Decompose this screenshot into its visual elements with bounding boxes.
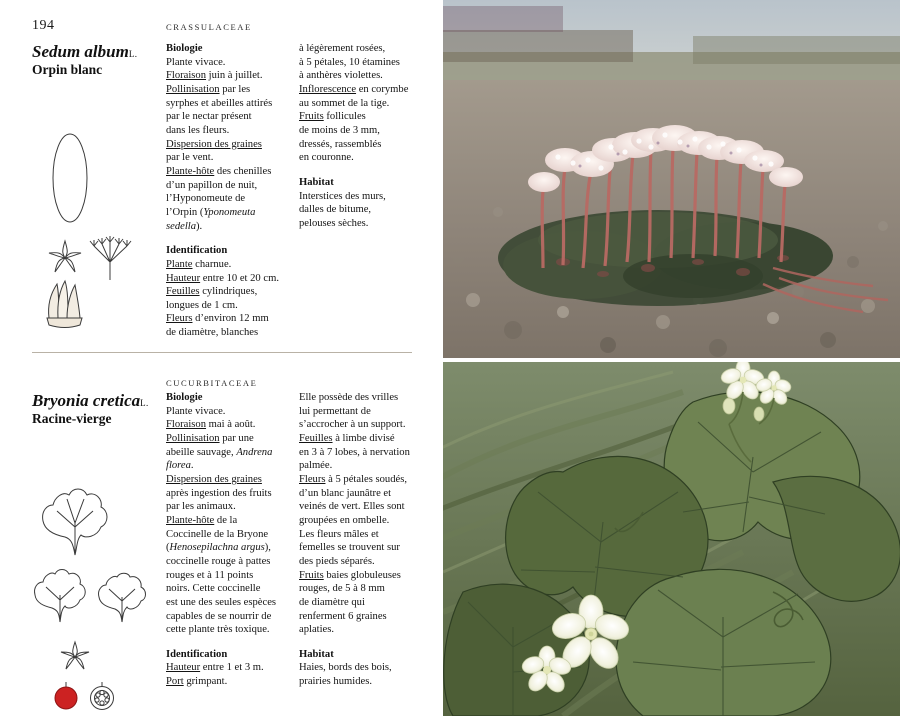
photo-column [443, 0, 900, 716]
label-biologie: Biologie [166, 43, 203, 54]
text-line: Plante charnue. [166, 258, 232, 270]
text-line: Interstices des murs, [299, 190, 386, 202]
berry-fruit-icon [55, 682, 77, 709]
text-line: après ingestion des fruits [166, 487, 272, 499]
text-line: Fleurs d’environ 12 mm [166, 313, 269, 325]
flower-star-icon [61, 642, 89, 669]
inflorescence-corymb-icon [90, 236, 131, 280]
text-line: Haies, bords des bois, [299, 662, 392, 674]
text-line: Plante-hôte de la [166, 514, 238, 526]
photo-sedum-album [443, 0, 900, 358]
text-line: cette plante très toxique. [166, 624, 270, 636]
text-line: en 3 à 7 lobes, à nervation [299, 446, 410, 458]
label-biologie: Biologie [166, 392, 203, 403]
palmate-leaf-icon [99, 573, 146, 622]
text-line: longues de 1 cm. [166, 299, 238, 311]
text-line: femelles se trouvent sur [299, 542, 400, 554]
photo-bryonia-artwork [443, 362, 900, 716]
page-number: 194 [32, 18, 55, 33]
photo-bryonia-cretica [443, 362, 900, 716]
fruit-follicle-icon [47, 281, 82, 328]
text-line: Plante-hôte des chenilles [166, 165, 272, 177]
text-line: abeille sauvage, Andrena [166, 446, 273, 458]
botanical-sketches-bryonia [30, 472, 170, 712]
bryonia-column-suite [299, 391, 421, 689]
text-line: Dispersion des graines [166, 138, 262, 150]
text-line: en couronne. [299, 152, 354, 164]
sedum-column-suite [299, 42, 419, 231]
text-line: par les animaux. [166, 501, 236, 513]
text-line: Plante vivace. [166, 405, 226, 417]
label-habitat: Habitat [299, 176, 334, 188]
text-line: Hauteur entre 10 et 20 cm. [166, 272, 279, 284]
text-line: (Henosepilachna argus), [166, 542, 271, 554]
fruit-section-icon [91, 682, 114, 710]
scientific-name-text: Sedum album [32, 42, 129, 61]
common-name-bryonia: Racine-vierge [32, 411, 112, 426]
authority-text: L. [140, 398, 149, 408]
text-line: dans les fleurs. [166, 124, 230, 136]
text-line: à anthères violettes. [299, 70, 383, 82]
text-line: palmée. [299, 460, 333, 472]
text-line: d’un blanc jaunâtre et [299, 487, 392, 499]
label-identification: Identification [166, 648, 228, 660]
text-line: au sommet de la tige. [299, 97, 390, 109]
text-line: par le nectar présent [166, 111, 252, 123]
label-habitat: Habitat [299, 648, 334, 660]
text-line: dressés, rassemblés [299, 138, 382, 150]
text-line: Pollinisation par les [166, 83, 251, 95]
text-line: florea. [166, 460, 194, 472]
text-line: des pieds séparés. [299, 555, 375, 567]
text-line: lui permettant de [299, 405, 371, 417]
text-line: aplaties. [299, 624, 335, 636]
text-line: Inflorescence en corymbe [299, 83, 409, 95]
text-line: Port grimpant. [166, 676, 228, 688]
text-line: de moins de 3 mm, [299, 124, 380, 136]
entry-sedum-album [0, 0, 443, 358]
label-identification: Identification [166, 245, 228, 257]
text-line: rouges, de 5 à 8 mm [299, 583, 385, 595]
text-line: de diamètre, blanches [166, 327, 259, 339]
text-line: coccinelle rouge à pattes [166, 555, 271, 567]
text-line: pelouses sèches. [299, 217, 369, 229]
flower-bud [723, 398, 735, 414]
text-line: renferment 6 graines [299, 610, 387, 622]
text-line: Fleurs à 5 pétales soudés, [299, 473, 407, 485]
text-line: rouges et à 11 points [166, 569, 254, 581]
scientific-name-bryonia [32, 391, 149, 411]
text-line: capables de se nourrir de [166, 610, 272, 622]
text-line: Hauteur entre 1 et 3 m. [166, 662, 264, 674]
flower-bud [754, 407, 764, 421]
text-line: est une des seules espèces [166, 596, 277, 608]
section-divider [32, 352, 412, 353]
bryonia-column-biologie [166, 391, 288, 689]
entry-bryonia-cretica [0, 362, 443, 716]
text-line: veinés de vert. Elles sont [299, 501, 405, 513]
text-line: dalles de bitume, [299, 204, 372, 216]
flower-star-icon [49, 241, 81, 272]
sketch-group-bryonia [30, 472, 170, 712]
text-line: Plante vivace. [166, 56, 226, 68]
palmate-leaf-icon [35, 570, 86, 623]
authority-text: L. [128, 49, 138, 59]
family-name-sedum: CRASSULACEAE [166, 22, 252, 32]
text-line: Fruits baies globuleuses [299, 569, 401, 581]
text-line: Floraison mai à août. [166, 419, 256, 431]
text-line: Feuilles cylindriques, [166, 286, 258, 298]
text-line: prairies humides. [299, 676, 372, 688]
sedum-column-biologie [166, 42, 286, 340]
sketch-group-sedum [30, 130, 160, 330]
text-line: l’Hyponomeute de [166, 193, 246, 205]
text-line: d’un papillon de nuit, [166, 179, 258, 191]
photo-sedum-artwork [443, 0, 900, 358]
text-line: Pollinisation par une [166, 432, 254, 444]
scientific-name-sedum [32, 42, 137, 62]
text-line: par le vent. [166, 152, 214, 164]
text-line: à 5 pétales, 10 étamines [299, 56, 400, 68]
palmate-leaf-icon [43, 489, 107, 555]
text-line: de diamètre qui [299, 596, 365, 608]
text-line: s’accrocher à un support. [299, 419, 406, 431]
text-line: noirs. Cette coccinelle [166, 583, 261, 595]
text-line: Floraison juin à juillet. [166, 70, 263, 82]
text-line: l’Orpin (Yponomeuta [166, 206, 256, 218]
text-line: Fruits follicules [299, 111, 366, 123]
leaf-outline-icon [53, 134, 87, 222]
text-line: Elle possède des vrilles [299, 392, 399, 403]
text-line: sedella). [166, 220, 203, 232]
text-line: Coccinelle de la Bryone [166, 528, 269, 540]
text-line: Feuilles à limbe divisé [299, 432, 395, 444]
common-name-sedum: Orpin blanc [32, 62, 103, 77]
text-line: Les fleurs mâles et [299, 528, 379, 540]
text-line: syrphes et abeilles attirés [166, 97, 273, 109]
family-name-bryonia: CUCURBITACEAE [166, 378, 258, 388]
text-line: Dispersion des graines [166, 473, 262, 485]
text-line: à légèrement rosées, [299, 43, 386, 54]
scientific-name-text: Bryonia cretica [32, 391, 141, 410]
botanical-sketches-sedum [30, 130, 160, 330]
text-line: groupées en ombelle. [299, 514, 390, 526]
